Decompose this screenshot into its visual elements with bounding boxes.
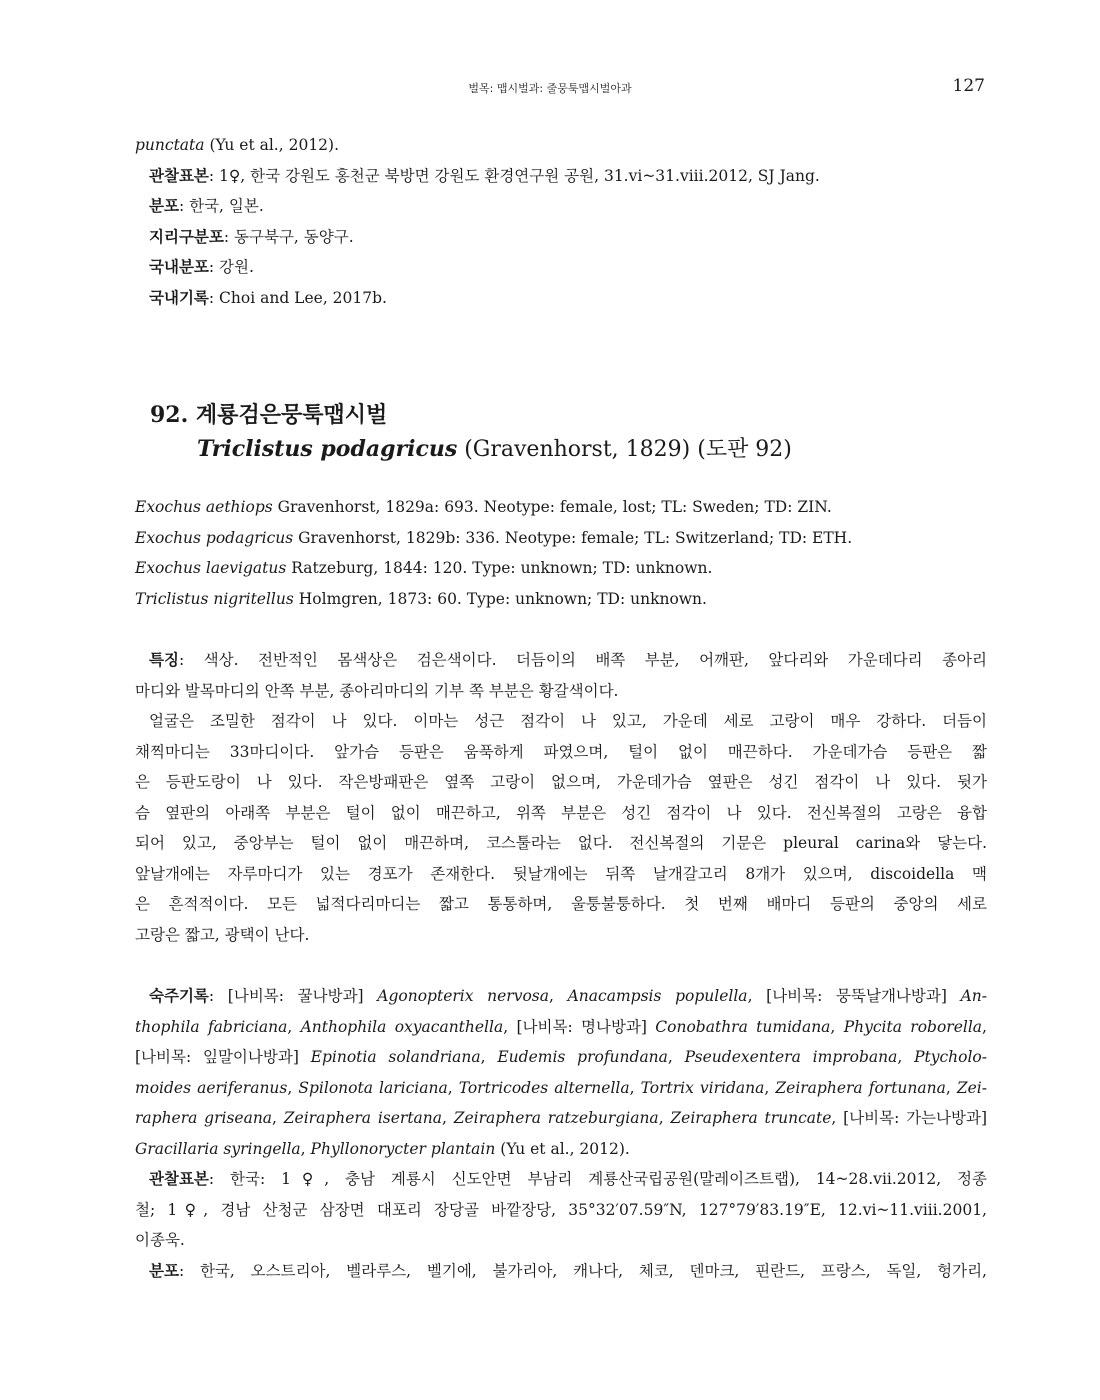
domestic-record-label: 국내기록: [149, 287, 209, 307]
features-line: 은 등판도랑이 나 있다. 작은방패판은 옆쪽 고랑이 없으며, 가운데가슴 옆판은 성긴 점각이 나 있다. 뒷가: [135, 773, 987, 791]
host-line: thophila fabriciana, Anthophila oxyacanthella, [나비목: 명나방과] Conobathra tumidana, Phycita roborella,: [135, 1017, 987, 1036]
features-line: 마디와 발목마디의 안쪽 부분, 종아리마디의 기부 쪽 부분은 황갈색이다.: [135, 681, 619, 700]
geo-distribution-label: 지리구분포: [149, 226, 224, 246]
features-line: 특징: 색상. 전반적인 몸색상은 검은색이다. 더듬이의 배쪽 부분, 어깨판, 앞다리와 가운데다리 종아리: [149, 650, 987, 669]
distribution-line: 분포: 한국, 오스트리아, 벨라루스, 벨기에, 불가리아, 캐나다, 체코, 덴마크, 핀란드, 프랑스, 독일, 헝가리,: [149, 1260, 987, 1280]
host-line: [나비목: 잎말이나방과] Epinotia solandriana, Eudemis profundana, Pseudexentera improbana, Ptycholo-: [135, 1048, 987, 1066]
specimens-line: 이종욱.: [135, 1231, 185, 1249]
specimens-paragraph: [135, 1164, 987, 1286]
distribution-line: 분포: 한국, 일본.: [149, 196, 264, 215]
running-header: 벌목: 맵시벌과: 줄뭉툭맵시벌아과: [468, 82, 632, 95]
continuation-line: punctata (Yu et al., 2012).: [135, 136, 340, 154]
synonym-line: Exochus laevigatus Ratzeburg, 1844: 120. Type: unknown; TD: unknown.: [135, 559, 713, 577]
domestic-distribution-label: 국내분포: [149, 257, 209, 276]
synonym-list: [135, 492, 987, 614]
host-line: raphera griseana, Zeiraphera isertana, Zeiraphera ratzeburgiana, Zeiraphera truncate, [나비목: 가는나방과]: [135, 1109, 988, 1127]
features-label: 특징: [149, 650, 179, 669]
species-scientific-name: [150, 432, 980, 467]
species-heading: [150, 398, 980, 467]
previous-entry: [135, 130, 987, 313]
features-line: 은 흔적적이다. 모든 넓적다리마디는 짧고 통통하며, 울퉁불퉁하다. 첫 번째 배마디 등판의 중앙의 세로: [135, 895, 987, 913]
features-line: 되어 있고, 중앙부는 털이 없이 매끈하며, 코스툴라는 없다. 전신복절의 기문은 pleural carina와 닿는다.: [135, 834, 987, 852]
features-line: 채찍마디는 33마디이다. 앞가슴 등판은 움푹하게 파였으며, 털이 없이 매끈하다. 가운데가슴 등판은 짧: [135, 742, 987, 761]
host-line: 숙주기록: [나비목: 꿀나방과] Agonopterix nervosa, Anacampsis populella, [나비목: 뭉뚝날개나방과] An-: [149, 986, 987, 1005]
species-epithet: punctata: [135, 136, 205, 154]
distribution-label: 분포: [149, 1260, 179, 1280]
distribution-label: 분포: [149, 196, 179, 215]
specimens-label: 관찰표본: [149, 1169, 209, 1188]
host-records-label: 숙주기록: [149, 986, 209, 1005]
species-title: 92. 계룡검은뭉툭맵시벌: [150, 402, 388, 428]
host-line: Gracillaria syringella, Phyllonorycter plantain (Yu et al., 2012).: [135, 1139, 630, 1158]
domestic-distribution-line: 국내분포: 강원.: [149, 257, 254, 276]
specimens-line: 관찰표본: 1♀, 한국 강원도 홍천군 북방면 강원도 환경연구원 공원, 31.vi~31.viii.2012, SJ Jang.: [149, 165, 820, 185]
specimens-label: 관찰표본: [149, 165, 209, 185]
domestic-record-line: 국내기록: Choi and Lee, 2017b.: [149, 287, 387, 307]
features-line: 슴 옆판의 아래쪽 부분은 털이 없이 매끈하고, 위쪽 부분은 성긴 점각이 나 있다. 전신복절의 고랑은 융합: [135, 803, 987, 822]
features-paragraph: [135, 645, 987, 950]
host-records-paragraph: [135, 981, 987, 1164]
page-number: 127: [952, 76, 985, 96]
geo-distribution-line: 지리구분포: 동구북구, 동양구.: [149, 226, 354, 246]
features-line: 얼굴은 조밀한 점각이 나 있다. 이마는 성근 점각이 나 있고, 가운데 세로 고랑이 매우 강하다. 더듬이: [149, 712, 987, 730]
specimens-line: 철; 1♀, 경남 산청군 삼장면 대포리 장당골 바깥장당, 35°32′07.59″N, 127°79′83.19″E, 12.vi~11.viii.2001,: [135, 1200, 987, 1219]
scientific-name: Triclistus podagricus: [197, 436, 458, 462]
synonym-line: Triclistus nigritellus Holmgren, 1873: 60. Type: unknown; TD: unknown.: [135, 589, 707, 608]
author-plate: (Gravenhorst, 1829) (도판 92): [457, 437, 792, 462]
host-line: moides aeriferanus, Spilonota lariciana, Tortricodes alternella, Tortrix viridana, Zeiraphera fortunana, Zei-: [135, 1078, 987, 1097]
specimens-line: 관찰표본: 한국: 1♀, 충남 계룡시 신도안면 부남리 계룡산국립공원(말레이즈트랩), 14~28.vii.2012, 정종: [149, 1169, 987, 1188]
synonym-line: Exochus podagricus Gravenhorst, 1829b: 336. Neotype: female; TL: Switzerland; TD: ETH.: [135, 528, 853, 547]
features-line: 고랑은 짧고, 광택이 난다.: [135, 925, 310, 944]
features-line: 앞날개에는 자루마디가 있는 경포가 존재한다. 뒷날개에는 뒤쪽 날개갈고리 8개가 있으며, discoidella 맥: [135, 864, 987, 883]
synonym-line: Exochus aethiops Gravenhorst, 1829a: 693. Neotype: female, lost; TL: Sweden; TD: ZIN.: [135, 498, 832, 516]
